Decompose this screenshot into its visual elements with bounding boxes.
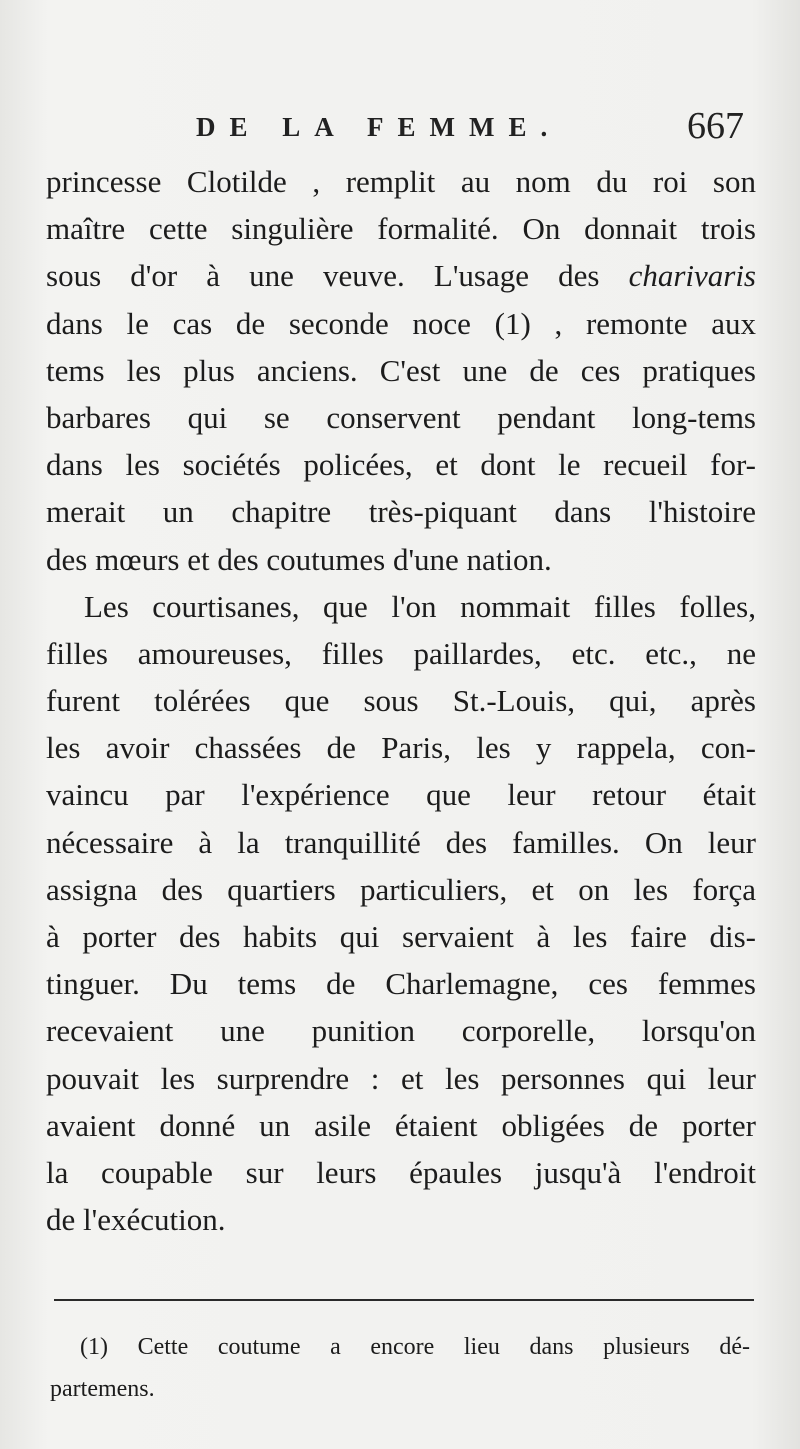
text-line [46,252,756,299]
footnote [50,1326,750,1410]
text-line: dans le cas de seconde noce (1) , remonte aux [46,305,756,341]
text-line: avaient donné un asile étaient obligées de porter [46,1107,756,1143]
italic-term: charivaris [628,258,756,294]
text-line: la coupable sur leurs épaules jusqu'à l'endroit [46,1154,756,1190]
running-title: DE LA FEMME. [196,112,562,142]
text-line: tems les plus anciens. C'est une de ces pratiques [46,352,756,388]
text-line: maître cette singulière formalité. On donnait trois [46,211,756,247]
text-line: les avoir chassées de Paris, les y rappela, con- [46,730,756,766]
text-line: de l'exécution. [46,1202,226,1238]
text-line: furent tolérées que sous St.-Louis, qui, après [46,683,756,719]
page-number: 667 [687,105,744,147]
footnote-line: partemens. [50,1376,155,1402]
text-line: vaincu par l'expérience que leur retour était [46,777,756,813]
text-line: princesse Clotilde , remplit au nom du roi son [46,164,756,199]
text-line: des mœurs et des coutumes d'une nation. [46,541,552,577]
text-line: pouvait les surprendre : et les personnes qui leur [46,1060,756,1096]
footnote-line: (1) Cette coutume a encore lieu dans plusieurs dé- [80,1334,750,1360]
text-line-start: sous d'or à une veuve. L'usage des [46,258,629,294]
text-line: merait un chapitre très-piquant dans l'histoire [46,494,756,530]
text-line: tinguer. Du tems de Charlemagne, ces femmes [46,966,756,1002]
text-line: nécessaire à la tranquillité des familles. On leur [46,824,756,860]
text-line: à porter des habits qui servaient à les faire dis- [46,919,756,954]
text-line: barbares qui se conservent pendant long-tems [46,399,756,435]
body-text [46,158,756,1243]
footnote-divider [54,1299,754,1301]
text-line: Les courtisanes, que l'on nommait filles folles, [84,588,756,624]
text-line: filles amoureuses, filles paillardes, etc. etc., ne [46,635,756,671]
text-line: assigna des quartiers particuliers, et on les força [46,871,756,907]
text-line: dans les sociétés policées, et dont le recueil for- [46,447,756,483]
text-line: recevaient une punition corporelle, lorsqu'on [46,1013,756,1049]
